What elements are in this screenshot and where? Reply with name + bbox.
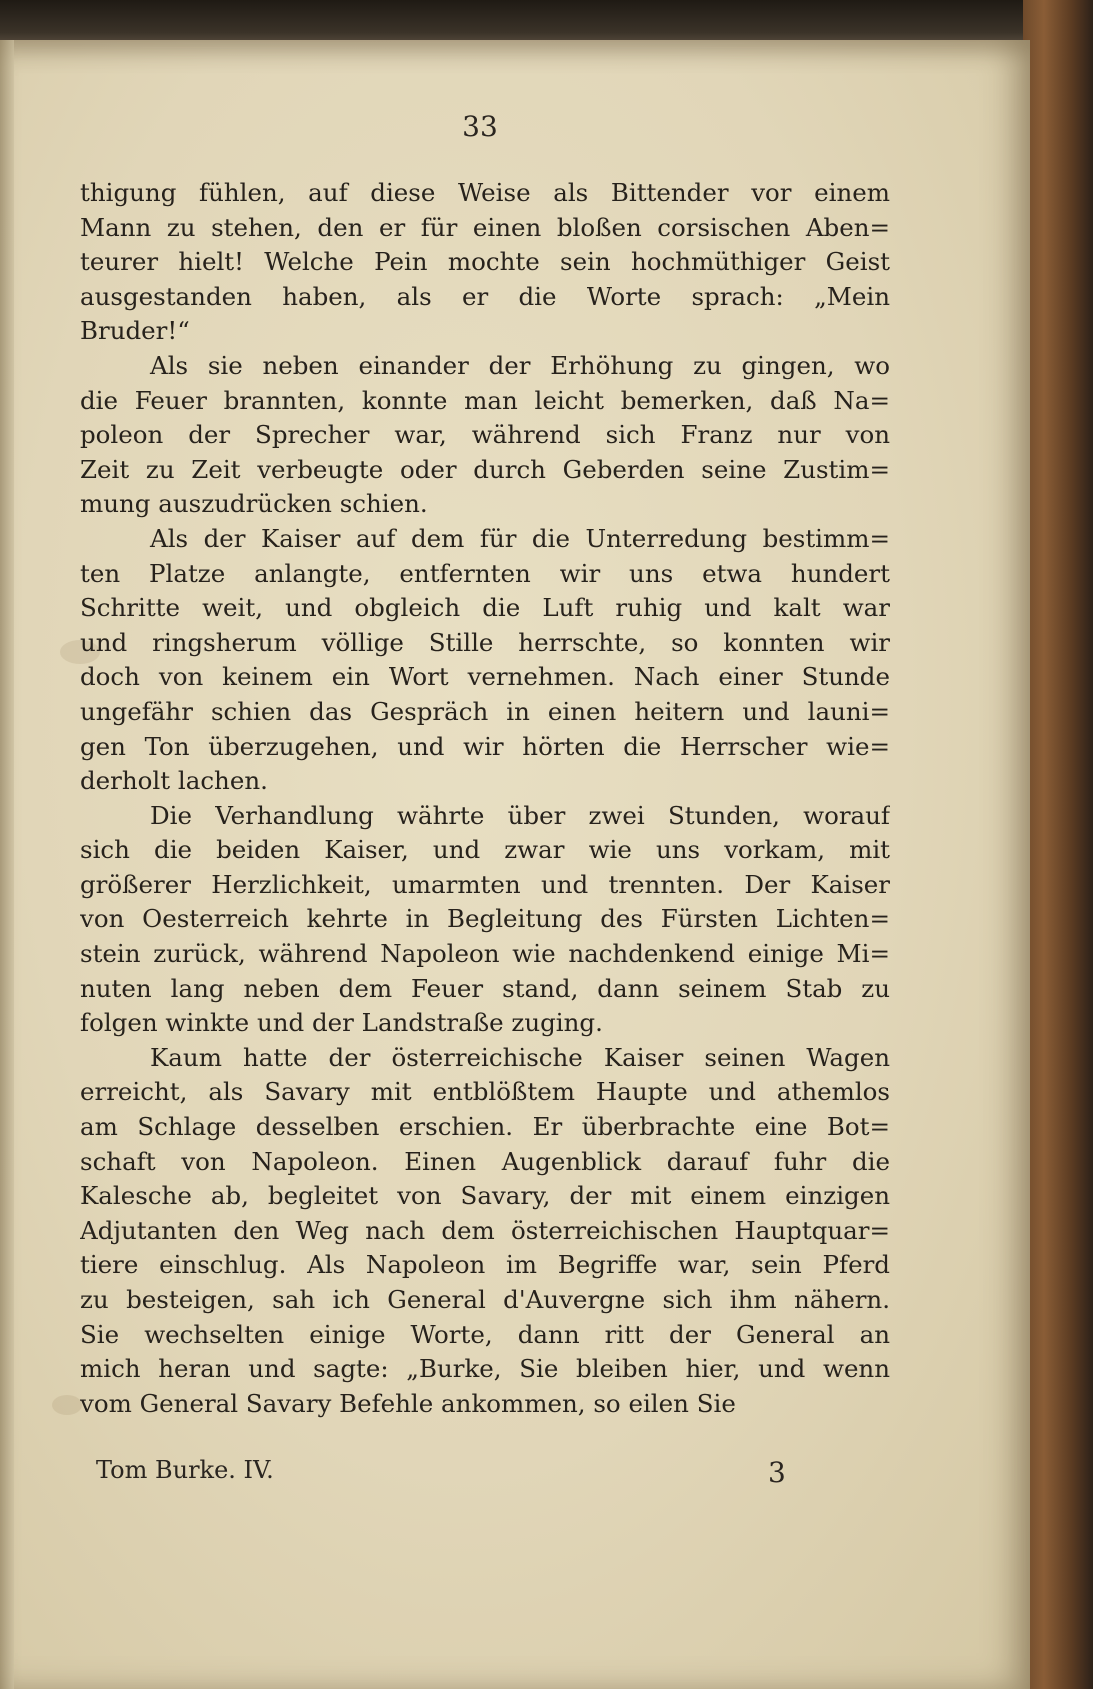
body-text [80, 176, 890, 1421]
text-line: folgen winkte und der Landstraße zuging. [80, 1008, 603, 1038]
text-line: mich heran und sagte: „Burke, Sie bleiben hier, und wenn [80, 1354, 890, 1384]
page-edge [0, 40, 14, 1689]
paragraph [80, 176, 890, 349]
text-line: derholt lachen. [80, 766, 268, 796]
text-line: am Schlage desselben erschien. Er überbrachte eine Bot= [80, 1112, 890, 1142]
text-line: Als der Kaiser auf dem für die Unterredung bestimm= [150, 523, 890, 553]
text-line: nuten lang neben dem Feuer stand, dann seinem Stab zu [80, 973, 890, 1003]
text-line: von Oesterreich kehrte in Begleitung des Fürsten Lichten= [80, 904, 890, 934]
text-line: teurer hielt! Welche Pein mochte sein hochmüthiger Geist [80, 247, 890, 277]
text-line: Schritte weit, und obgleich die Luft ruhig und kalt war [80, 593, 890, 623]
text-line: vom General Savary Befehle ankommen, so eilen Sie [80, 1388, 736, 1418]
paper-stain [52, 1395, 82, 1415]
text-line: gen Ton überzugehen, und wir hörten die Herrscher wie= [80, 731, 890, 761]
page-number: 33 [462, 110, 498, 143]
text-line: ausgestanden haben, als er die Worte sprach: „Mein [80, 281, 890, 311]
page-footer [96, 1456, 816, 1496]
text-line: Mann zu stehen, den er für einen bloßen corsischen Aben= [80, 212, 890, 242]
text-line: erreicht, als Savary mit entblößtem Haupte und athemlos [80, 1077, 890, 1107]
paragraph [80, 349, 890, 522]
text-line: sich die beiden Kaiser, und zwar wie uns vorkam, mit [80, 835, 890, 865]
text-line: thigung fühlen, auf diese Weise als Bittender vor einem [80, 178, 890, 207]
paragraph [80, 522, 890, 799]
text-line: Adjutanten den Weg nach dem österreichischen Hauptquar= [80, 1215, 890, 1245]
paragraph [80, 799, 890, 1041]
text-line: die Feuer brannten, konnte man leicht bemerken, daß Na= [80, 385, 890, 415]
footer-signature: Tom Burke. IV. [96, 1456, 274, 1484]
text-line: zu besteigen, sah ich General d'Auvergne sich ihm nähern. [80, 1285, 890, 1314]
text-line: poleon der Sprecher war, während sich Franz nur von [80, 420, 890, 450]
text-line: Zeit zu Zeit verbeugte oder durch Geberden seine Zustim= [80, 454, 890, 484]
text-line: Kalesche ab, begleitet von Savary, der mit einem einzigen [80, 1181, 890, 1211]
text-line: doch von keinem ein Wort vernehmen. Nach einer Stunde [80, 662, 890, 692]
text-line: tiere einschlug. Als Napoleon im Begriffe war, sein Pferd [80, 1250, 890, 1280]
text-line: und ringsherum völlige Stille herrschte, so konnten wir [80, 627, 890, 657]
text-line: stein zurück, während Napoleon wie nachdenkend einige Mi= [80, 939, 890, 969]
text-line: ten Platze anlangte, entfernten wir uns etwa hundert [80, 558, 890, 588]
text-line: größerer Herzlichkeit, umarmten und trennten. Der Kaiser [80, 869, 890, 899]
text-line: Sie wechselten einige Worte, dann ritt der General an [80, 1319, 890, 1349]
text-line: Als sie neben einander der Erhöhung zu gingen, wo [150, 350, 890, 380]
text-line: Die Verhandlung währte über zwei Stunden, worauf [150, 800, 890, 830]
text-line: ungefähr schien das Gespräch in einen heitern und launi= [80, 696, 890, 726]
text-line: Kaum hatte der österreichische Kaiser seinen Wagen [150, 1042, 890, 1072]
text-line: mung auszudrücken schien. [80, 489, 428, 519]
text-line: schaft von Napoleon. Einen Augenblick darauf fuhr die [80, 1146, 890, 1176]
footer-sheet-mark: 3 [768, 1456, 786, 1489]
text-line: Bruder!“ [80, 316, 190, 346]
paragraph [80, 1041, 890, 1422]
book-spine-edge [1023, 0, 1093, 1689]
